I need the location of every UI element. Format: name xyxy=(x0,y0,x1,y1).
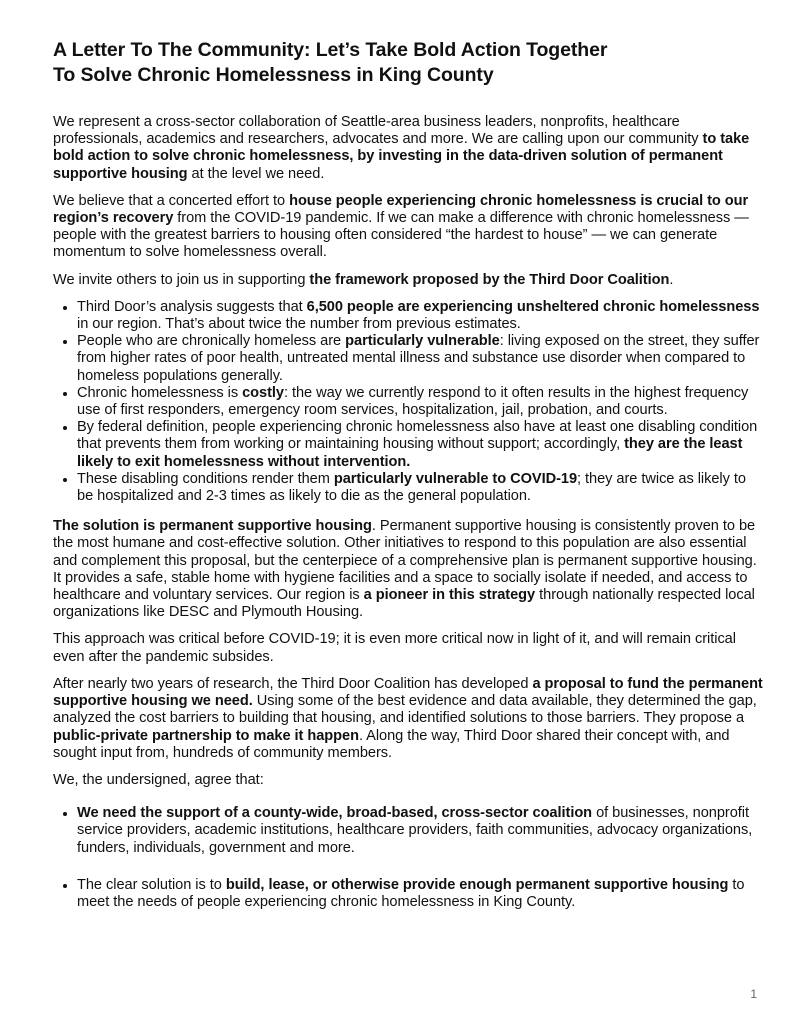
text-run: at the level we need. xyxy=(187,165,325,182)
bold-run: to take bold action to solve chronic homelessness, by investing in the data-driven solution of permanent supportive housing xyxy=(53,131,750,182)
approach-paragraph: This approach was critical before COVID-19; it is even more critical now in light of it, and will remain critical even after the pandemic subsides. xyxy=(53,631,736,665)
list-item: • We need the support of a county-wide, broad-based, cross-sector coalition of businesses, nonprofit service providers, academic institutions, healthcare providers, faith communities, advocacy organizations, funders, individuals, government and more. xyxy=(77,805,763,857)
list-item: • Third Door’s analysis suggests that 6,500 people are experiencing unsheltered chronic homelessness in our region. That’s about twice the number from previous estimates. xyxy=(77,299,763,333)
proposal-paragraph: After nearly two years of research, the Third Door Coalition has developed a proposal to fund the permanent supportive housing we need. Using some of the best evidence and data available, they determined the gap, analyzed the cost barriers to building that housing, and identified solutions to those barriers. They propose a public-private partnership to make it happen. Along the way, Third Door shared their concept with, and sought input from, hundreds of community members. xyxy=(53,675,763,761)
list-item: • People who are chronically homeless are particularly vulnerable: living exposed on the street, they suffer from higher rates of poor health, untreated mental illness and substance use disorder when compared to homeless populations generally. xyxy=(77,333,763,385)
letter-page xyxy=(53,38,763,931)
title-line-1: A Letter To The Community: Let’s Take Bold Action Together xyxy=(53,39,608,61)
intro-paragraph xyxy=(53,114,763,183)
invite-paragraph xyxy=(53,272,763,289)
text-run: from the COVID-19 pandemic. If we can make a difference with chronic homelessness — people with the greatest barriers to housing often considered “the hardest to house” — we can generate momentum to solve homelessness overall. xyxy=(53,210,749,261)
agreement-intro: We, the undersigned, agree that: xyxy=(53,771,264,788)
text-run: We represent a cross-sector collaboration of Seattle-area business leaders, nonprofits, healthcare professionals, academics and researchers, advocates and more. We are calling upon our community xyxy=(53,114,703,148)
title-line-2: To Solve Chronic Homelessness in King County xyxy=(53,64,494,86)
list-item: • By federal definition, people experiencing chronic homelessness also have at least one disabling condition that prevents them from working or maintaining housing without support; accordingly, they are the least likely to exit homelessness without intervention. xyxy=(77,419,763,471)
list-item: • The clear solution is to build, lease, or otherwise provide enough permanent supportive housing to meet the needs of people experiencing chronic homelessness in King County. xyxy=(77,877,763,911)
bold-run: house people experiencing chronic homelessness is crucial to our region’s recovery xyxy=(53,192,749,227)
list-item: • These disabling conditions render them particularly vulnerable to COVID-19; they are twice as likely to be hospitalized and 2-3 times as likely to die as the general population. xyxy=(77,471,763,505)
text-run: We invite others to join us in supporting xyxy=(53,271,310,288)
solution-paragraph: The solution is permanent supportive housing. Permanent supportive housing is consistently proven to be the most humane and cost-effective solution. Other initiatives to respond to this population are also essential and complement this proposal, but the centerpiece of a comprehensive plan is permanent supportive housing. It provides a safe, stable home with hygiene facilities and a space to socially isolate if needed, and access to healthcare and voluntary services. Our region is a pioneer in this strategy through nationally respected local organizations like DESC and Plymouth Housing. xyxy=(53,518,757,621)
agreement-list xyxy=(53,805,763,911)
facts-list xyxy=(53,299,763,505)
text-run: . xyxy=(669,271,674,288)
page-number: 1 xyxy=(750,987,757,1001)
list-item: • Chronic homelessness is costly: the way we currently respond to it often results in the highest frequency use of first responders, emergency room services, hospitalization, jail, probation, and courts. xyxy=(77,385,763,419)
recovery-paragraph xyxy=(53,193,763,262)
text-run: We believe that a concerted effort to xyxy=(53,192,290,209)
letter-title xyxy=(53,38,763,88)
bold-run: the framework proposed by the Third Door Coalition xyxy=(309,271,670,288)
